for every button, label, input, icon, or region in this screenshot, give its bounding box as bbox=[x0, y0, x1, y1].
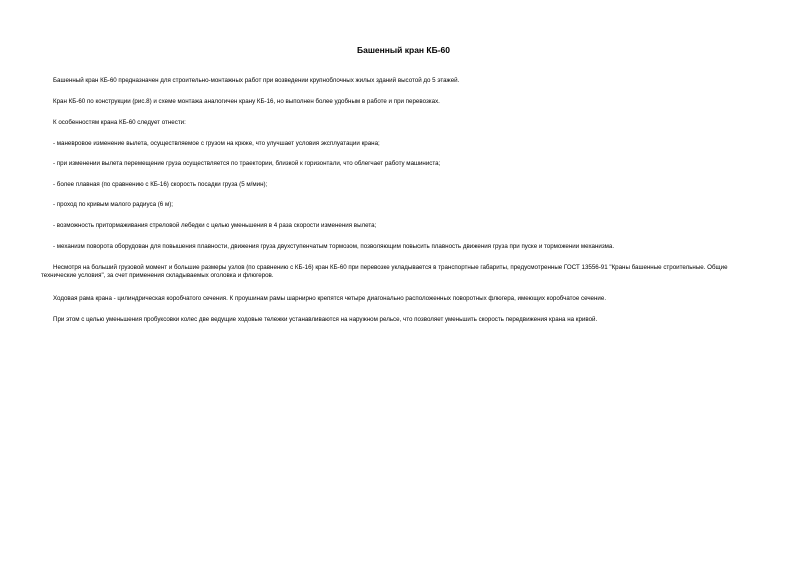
list-item: - маневровое изменение вылета, осуществляемое с грузом на крюке, что улучшает условия эксплуатации крана; bbox=[53, 140, 380, 147]
paragraph: Башенный кран КБ-60 предназначен для строительно-монтажных работ при возведении крупноблочных жилых зданий высотой до 5 этажей. bbox=[53, 77, 460, 84]
paragraph: Ходовая рама крана - цилиндрическая коробчатого сечения. К проушинам рамы шарнирно крепятся четыре диагонально расположенных поворотных флюгера, имеющих коробчатое сечение. bbox=[53, 295, 607, 302]
list-item: - более плавная (по сравнению с КБ-16) скорость посадки груза (5 м/мин); bbox=[53, 181, 268, 188]
paragraph: К особенностям крана КБ-60 следует отнести: bbox=[53, 119, 186, 126]
list-item: - проход по кривым малого радиуса (6 м); bbox=[53, 201, 174, 208]
list-item: - возможность притормаживания стреловой лебедки с целью уменьшения в 4 раза скорости изменения вылета; bbox=[53, 222, 377, 229]
paragraph: Кран КБ-60 по конструкции (рис.8) и схеме монтажа аналогичен крану КБ-16, но выполнен более удобным в работе и при перевозках. bbox=[53, 98, 440, 105]
paragraph: При этом с целью уменьшения пробуксовки колес две ведущие ходовые тележки устанавливаются на наружном рельсе, что позволяет уменьшить скорость передвижения крана на кривой. bbox=[53, 316, 598, 323]
document-title: Башенный кран КБ-60 bbox=[356, 45, 450, 55]
list-item: - механизм поворота оборудован для повышения плавности, движения груза двухступенчатым тормозом, позволяющим повысить плавность движения груза при пуске и торможении механизма. bbox=[53, 243, 615, 250]
paragraph: Несмотря на больший грузовой момент и большие размеры узлов (по сравнению с КБ-16) кран КБ-60 при перевозке укладывается в транспортные габариты, предусмотренные ГОСТ 13556-91 "Краны башенные строительные. Общие технические условия", за счет применения складываемых оголовка и флюгеров. bbox=[41, 264, 728, 280]
list-item: - при изменении вылета перемещение груза осуществляется по траектории, близкой к горизонтали, что облегчает работу машиниста; bbox=[53, 160, 441, 167]
